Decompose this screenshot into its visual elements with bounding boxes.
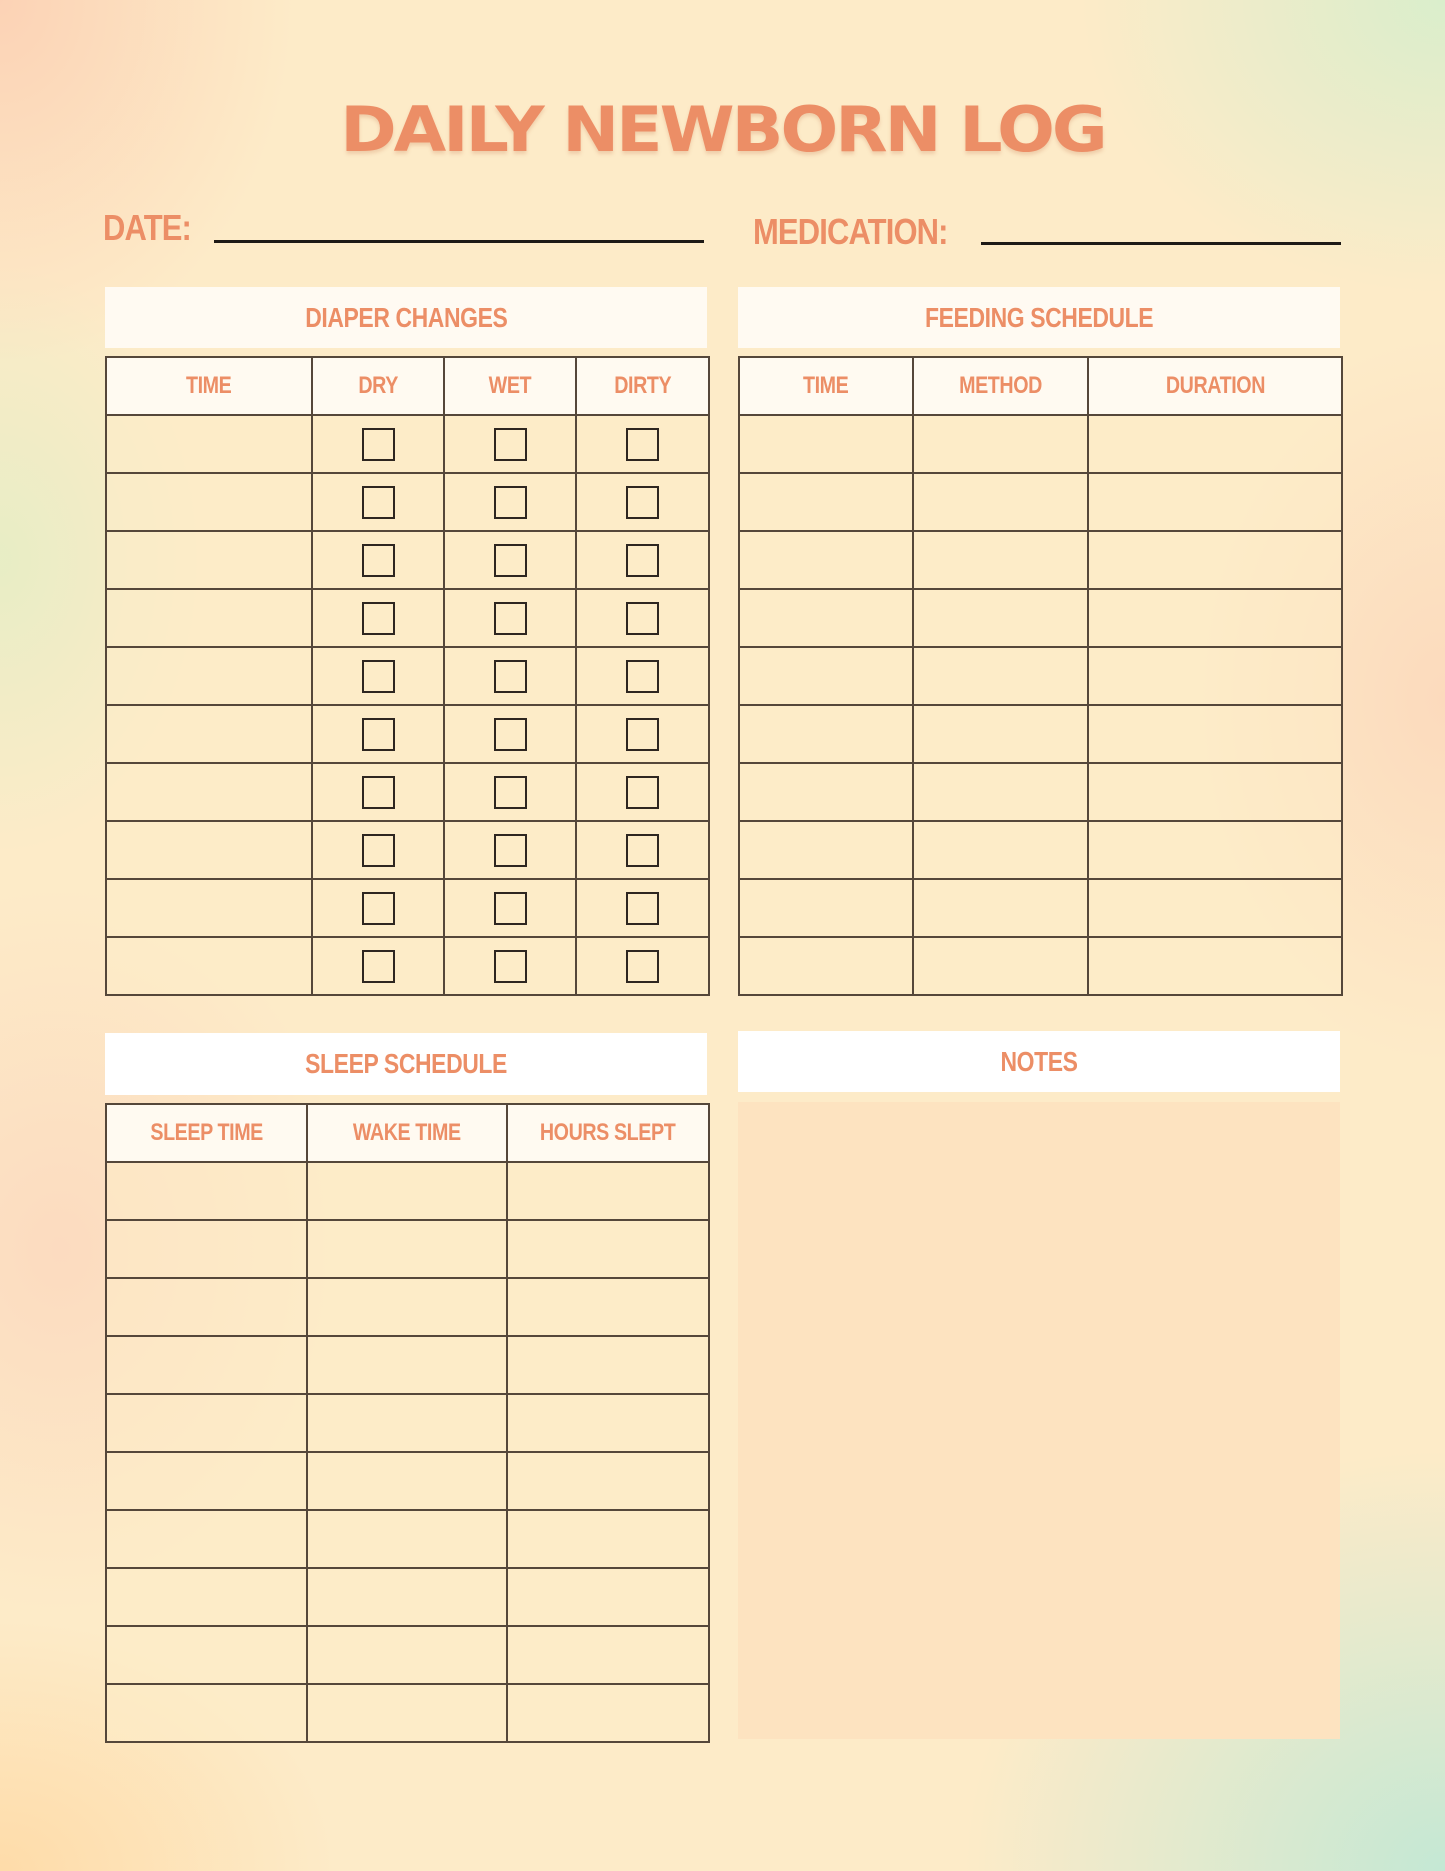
cell-dry xyxy=(312,647,444,705)
table-row xyxy=(739,589,1342,647)
cell-time[interactable] xyxy=(106,705,312,763)
table-row xyxy=(106,705,709,763)
cell-sleep-time[interactable] xyxy=(106,1394,307,1452)
table-row xyxy=(739,473,1342,531)
table-row xyxy=(106,589,709,647)
notes-title: NOTES xyxy=(1000,1045,1078,1077)
cell-wake-time[interactable] xyxy=(307,1568,507,1626)
cell-duration[interactable] xyxy=(1088,821,1342,879)
cell-time[interactable] xyxy=(739,879,913,937)
table-row xyxy=(106,1626,709,1684)
table-row xyxy=(739,879,1342,937)
column-header-dirty: DIRTY xyxy=(576,357,709,415)
checkbox-dry[interactable] xyxy=(362,892,395,925)
cell-dry xyxy=(312,705,444,763)
table-row xyxy=(106,415,709,473)
table-row xyxy=(739,763,1342,821)
column-header-sleep-time: SLEEP TIME xyxy=(106,1104,307,1162)
checkbox-dirty[interactable] xyxy=(626,602,659,635)
cell-time[interactable] xyxy=(739,531,913,589)
checkbox-wet[interactable] xyxy=(494,428,527,461)
cell-hours-slept[interactable] xyxy=(507,1336,709,1394)
cell-dirty xyxy=(576,763,709,821)
table-row xyxy=(106,1162,709,1220)
cell-method[interactable] xyxy=(913,647,1088,705)
checkbox-dirty[interactable] xyxy=(626,950,659,983)
cell-wet xyxy=(444,647,576,705)
table-row xyxy=(106,1220,709,1278)
cell-dry xyxy=(312,763,444,821)
cell-time[interactable] xyxy=(106,415,312,473)
table-row xyxy=(106,1452,709,1510)
checkbox-wet[interactable] xyxy=(494,660,527,693)
cell-method[interactable] xyxy=(913,415,1088,473)
table-row xyxy=(106,1278,709,1336)
column-header-time: TIME xyxy=(106,357,312,415)
cell-hours-slept[interactable] xyxy=(507,1568,709,1626)
cell-dry xyxy=(312,937,444,995)
cell-hours-slept[interactable] xyxy=(507,1278,709,1336)
cell-dry xyxy=(312,879,444,937)
table-row xyxy=(106,1394,709,1452)
checkbox-wet[interactable] xyxy=(494,544,527,577)
date-label: DATE: xyxy=(103,207,192,248)
cell-dirty xyxy=(576,531,709,589)
table-row xyxy=(739,531,1342,589)
checkbox-dry[interactable] xyxy=(362,660,395,693)
column-header-wake-time: WAKE TIME xyxy=(307,1104,507,1162)
table-row xyxy=(106,879,709,937)
checkbox-dirty[interactable] xyxy=(626,660,659,693)
cell-time[interactable] xyxy=(106,937,312,995)
cell-duration[interactable] xyxy=(1088,589,1342,647)
cell-time[interactable] xyxy=(739,473,913,531)
notes-area[interactable] xyxy=(738,1102,1340,1739)
checkbox-wet[interactable] xyxy=(494,892,527,925)
cell-time[interactable] xyxy=(739,589,913,647)
diaper-changes-header xyxy=(105,287,707,348)
table-row xyxy=(106,1510,709,1568)
checkbox-wet[interactable] xyxy=(494,950,527,983)
cell-duration[interactable] xyxy=(1088,705,1342,763)
checkbox-wet[interactable] xyxy=(494,718,527,751)
cell-method[interactable] xyxy=(913,821,1088,879)
checkbox-dry[interactable] xyxy=(362,544,395,577)
cell-wake-time[interactable] xyxy=(307,1684,507,1742)
cell-sleep-time[interactable] xyxy=(106,1510,307,1568)
cell-wake-time[interactable] xyxy=(307,1510,507,1568)
cell-wake-time[interactable] xyxy=(307,1278,507,1336)
cell-dirty xyxy=(576,473,709,531)
checkbox-dirty[interactable] xyxy=(626,776,659,809)
column-header-wet: WET xyxy=(444,357,576,415)
table-row xyxy=(106,1684,709,1742)
table-row xyxy=(106,937,709,995)
medication-input-line[interactable] xyxy=(981,242,1341,245)
cell-duration[interactable] xyxy=(1088,647,1342,705)
cell-time[interactable] xyxy=(739,415,913,473)
table-row xyxy=(739,937,1342,995)
sleep-schedule-header xyxy=(105,1033,707,1095)
cell-dry xyxy=(312,821,444,879)
cell-sleep-time[interactable] xyxy=(106,1162,307,1220)
cell-wet xyxy=(444,473,576,531)
notes-header xyxy=(738,1031,1340,1092)
cell-wet xyxy=(444,415,576,473)
cell-wake-time[interactable] xyxy=(307,1394,507,1452)
table-row xyxy=(739,821,1342,879)
table-row xyxy=(106,1568,709,1626)
cell-duration[interactable] xyxy=(1088,937,1342,995)
checkbox-dirty[interactable] xyxy=(626,834,659,867)
table-row xyxy=(106,1336,709,1394)
cell-hours-slept[interactable] xyxy=(507,1220,709,1278)
cell-dry xyxy=(312,531,444,589)
cell-dry xyxy=(312,589,444,647)
medication-label: MEDICATION: xyxy=(753,211,948,252)
checkbox-dry[interactable] xyxy=(362,776,395,809)
diaper-changes-table xyxy=(105,356,710,996)
table-row xyxy=(739,705,1342,763)
table-row xyxy=(106,763,709,821)
cell-wet xyxy=(444,763,576,821)
sleep-schedule-title: SLEEP SCHEDULE xyxy=(305,1048,507,1079)
checkbox-dirty[interactable] xyxy=(626,486,659,519)
table-row xyxy=(739,415,1342,473)
cell-dirty xyxy=(576,705,709,763)
checkbox-dry[interactable] xyxy=(362,718,395,751)
cell-wet xyxy=(444,531,576,589)
cell-time[interactable] xyxy=(106,821,312,879)
column-header-dry: DRY xyxy=(312,357,444,415)
cell-wake-time[interactable] xyxy=(307,1626,507,1684)
cell-method[interactable] xyxy=(913,705,1088,763)
cell-duration[interactable] xyxy=(1088,763,1342,821)
column-header-time: TIME xyxy=(739,357,913,415)
cell-sleep-time[interactable] xyxy=(106,1278,307,1336)
cell-dirty xyxy=(576,415,709,473)
cell-dry xyxy=(312,473,444,531)
cell-method[interactable] xyxy=(913,763,1088,821)
cell-wet xyxy=(444,821,576,879)
column-header-method: METHOD xyxy=(913,357,1088,415)
cell-time[interactable] xyxy=(106,531,312,589)
cell-sleep-time[interactable] xyxy=(106,1568,307,1626)
cell-time[interactable] xyxy=(106,647,312,705)
cell-time[interactable] xyxy=(739,821,913,879)
cell-dirty xyxy=(576,879,709,937)
checkbox-dry[interactable] xyxy=(362,834,395,867)
table-row xyxy=(739,647,1342,705)
cell-time[interactable] xyxy=(739,763,913,821)
cell-method[interactable] xyxy=(913,473,1088,531)
cell-hours-slept[interactable] xyxy=(507,1452,709,1510)
cell-sleep-time[interactable] xyxy=(106,1626,307,1684)
cell-dirty xyxy=(576,589,709,647)
cell-hours-slept[interactable] xyxy=(507,1626,709,1684)
cell-hours-slept[interactable] xyxy=(507,1684,709,1742)
cell-sleep-time[interactable] xyxy=(106,1220,307,1278)
table-row xyxy=(106,473,709,531)
checkbox-wet[interactable] xyxy=(494,602,527,635)
column-header-duration: DURATION xyxy=(1088,357,1342,415)
cell-dirty xyxy=(576,821,709,879)
cell-duration[interactable] xyxy=(1088,531,1342,589)
diaper-changes-title: DIAPER CHANGES xyxy=(304,301,508,333)
feeding-schedule-table xyxy=(738,356,1343,996)
checkbox-dry[interactable] xyxy=(362,428,395,461)
checkbox-dirty[interactable] xyxy=(626,718,659,751)
table-row xyxy=(106,647,709,705)
feeding-schedule-title: FEEDING SCHEDULE xyxy=(924,301,1154,333)
page-title: DAILY NEWBORN LOG xyxy=(340,94,1105,167)
cell-time[interactable] xyxy=(106,473,312,531)
checkbox-dirty[interactable] xyxy=(626,892,659,925)
column-header-hours-slept: HOURS SLEPT xyxy=(507,1104,709,1162)
cell-hours-slept[interactable] xyxy=(507,1394,709,1452)
cell-time[interactable] xyxy=(106,879,312,937)
cell-time[interactable] xyxy=(106,589,312,647)
cell-time[interactable] xyxy=(739,647,913,705)
cell-time[interactable] xyxy=(739,705,913,763)
cell-wake-time[interactable] xyxy=(307,1452,507,1510)
sleep-schedule-table xyxy=(105,1103,710,1743)
cell-dirty xyxy=(576,937,709,995)
cell-wake-time[interactable] xyxy=(307,1220,507,1278)
feeding-schedule-header xyxy=(738,287,1340,348)
checkbox-dry[interactable] xyxy=(362,486,395,519)
cell-hours-slept[interactable] xyxy=(507,1510,709,1568)
checkbox-dirty[interactable] xyxy=(626,544,659,577)
checkbox-wet[interactable] xyxy=(494,776,527,809)
cell-duration[interactable] xyxy=(1088,879,1342,937)
cell-wet xyxy=(444,937,576,995)
checkbox-dry[interactable] xyxy=(362,602,395,635)
cell-dirty xyxy=(576,647,709,705)
table-header-row xyxy=(739,357,1342,415)
cell-wet xyxy=(444,589,576,647)
table-header-row xyxy=(106,1104,709,1162)
cell-dry xyxy=(312,415,444,473)
checkbox-wet[interactable] xyxy=(494,834,527,867)
checkbox-dirty[interactable] xyxy=(626,428,659,461)
checkbox-dry[interactable] xyxy=(362,950,395,983)
cell-sleep-time[interactable] xyxy=(106,1336,307,1394)
cell-time[interactable] xyxy=(106,763,312,821)
cell-sleep-time[interactable] xyxy=(106,1452,307,1510)
checkbox-wet[interactable] xyxy=(494,486,527,519)
cell-wake-time[interactable] xyxy=(307,1336,507,1394)
cell-wet xyxy=(444,879,576,937)
cell-hours-slept[interactable] xyxy=(507,1162,709,1220)
cell-wet xyxy=(444,705,576,763)
cell-method[interactable] xyxy=(913,937,1088,995)
cell-duration[interactable] xyxy=(1088,473,1342,531)
cell-method[interactable] xyxy=(913,531,1088,589)
cell-duration[interactable] xyxy=(1088,415,1342,473)
cell-method[interactable] xyxy=(913,589,1088,647)
cell-method[interactable] xyxy=(913,879,1088,937)
table-row xyxy=(106,531,709,589)
date-input-line[interactable] xyxy=(214,240,704,243)
cell-time[interactable] xyxy=(739,937,913,995)
table-row xyxy=(106,821,709,879)
cell-wake-time[interactable] xyxy=(307,1162,507,1220)
table-header-row xyxy=(106,357,709,415)
cell-sleep-time[interactable] xyxy=(106,1684,307,1742)
